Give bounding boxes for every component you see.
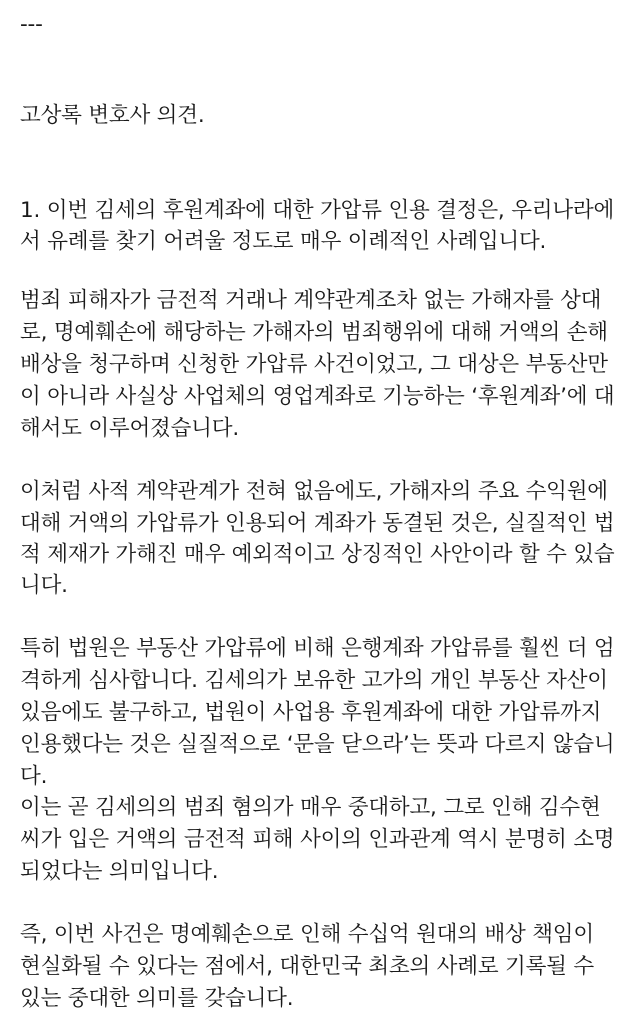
opinion-heading: 고상록 변호사 의견. (20, 103, 205, 128)
paragraph-5-line-1: 즉, 이번 사건은 명예훼손으로 인해 수십억 원대의 배상 책임이 (20, 922, 594, 947)
paragraph-3-line-3: 적 제재가 가해진 매우 예외적이고 상징적인 사안이라 할 수 있습 (20, 542, 615, 567)
paragraph-1-line-2: 서 유례를 찾기 어려울 정도로 매우 이례적인 사례입니다. (20, 229, 547, 254)
paragraph-4-line-2: 격하게 심사합니다. 김세의가 보유한 고가의 개인 부동산 자산이 (20, 668, 608, 693)
paragraph-4-line-1: 특히 법원은 부동산 가압류에 비해 은행계좌 가압류를 훨씬 더 엄 (20, 636, 615, 661)
paragraph-4-line-4: 인용했다는 것은 실질적으로 ‘문을 닫으라’는 뜻과 다르지 않습니 (20, 732, 615, 757)
paragraph-5-line-3: 있는 중대한 의미를 갖습니다. (20, 986, 294, 1011)
paragraph-3-line-1: 이처럼 사적 계약관계가 전혀 없음에도, 가해자의 주요 수익원에 (20, 479, 608, 504)
paragraph-4-line-6: 이는 곧 김세의의 범죄 혐의가 매우 중대하고, 그로 인해 김수현 (20, 795, 601, 820)
paragraph-2-line-5: 해서도 이루어졌습니다. (20, 416, 239, 441)
paragraph-3-line-2: 대해 거액의 가압류가 인용되어 계좌가 동결된 것은, 실질적인 법 (20, 511, 615, 536)
paragraph-4-line-5: 다. (20, 764, 48, 789)
paragraph-1-line-1: 1. 이번 김세의 후원계좌에 대한 가압류 인용 결정은, 우리나라에 (20, 198, 615, 223)
paragraph-2-line-3: 배상을 청구하며 신청한 가압류 사건이었고, 그 대상은 부동산만 (20, 352, 608, 377)
paragraph-3-line-4: 니다. (20, 573, 68, 598)
paragraph-2-line-4: 이 아니라 사실상 사업체의 영업계좌로 기능하는 ‘후원계좌’에 대 (20, 384, 615, 409)
paragraph-2-line-2: 로, 명예훼손에 해당하는 가해자의 범죄행위에 대해 거액의 손해 (20, 320, 608, 345)
paragraph-5-line-2: 현실화될 수 있다는 점에서, 대한민국 최초의 사례로 기록될 수 (20, 954, 594, 979)
separator-line: --- (20, 12, 43, 37)
paragraph-4-line-8: 되었다는 의미입니다. (20, 859, 219, 884)
paragraph-4-line-7: 씨가 입은 거액의 금전적 피해 사이의 인과관계 역시 분명히 소명 (20, 827, 615, 852)
paragraph-2-line-1: 범죄 피해자가 금전적 거래나 계약관계조차 없는 가해자를 상대 (20, 288, 602, 313)
paragraph-4-line-3: 있음에도 불구하고, 법원이 사업용 후원계좌에 대한 가압류까지 (20, 700, 602, 725)
